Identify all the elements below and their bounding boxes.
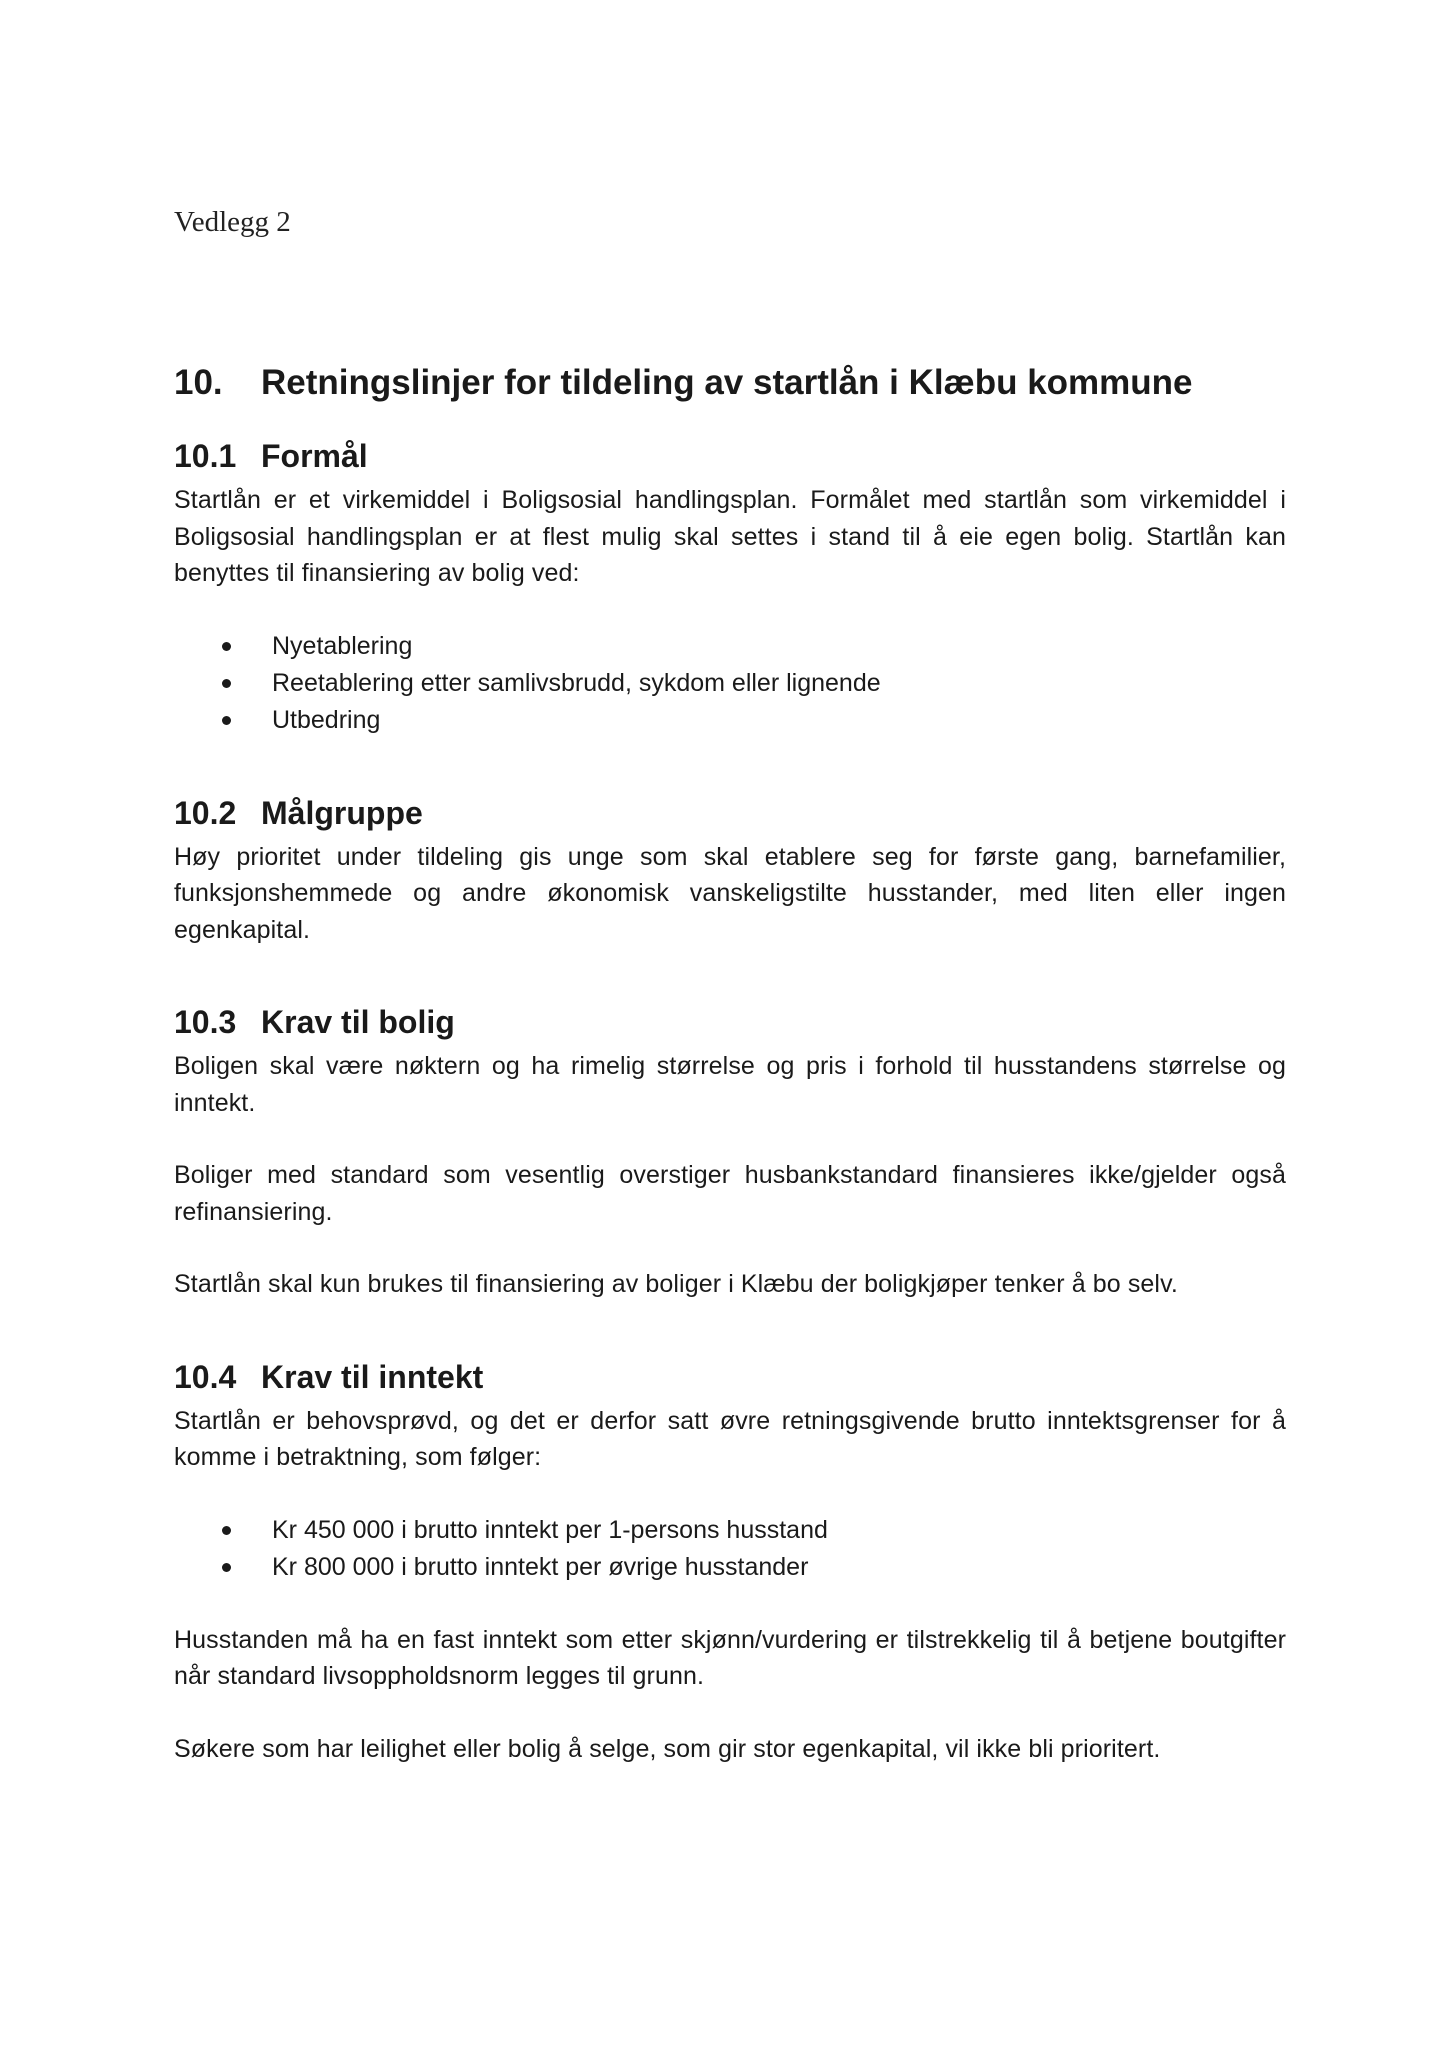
section-number: 10.3	[174, 1004, 237, 1040]
section-title: Krav til bolig	[261, 1004, 455, 1040]
bullet-icon	[222, 1512, 272, 1549]
list-item	[174, 628, 1286, 665]
document-content	[174, 360, 1286, 1803]
paragraph: Husstanden må ha en fast inntekt som etter skjønn/vurdering er tilstrekkelig til å betjene boutgifter når standard livsoppholdsnorm legges til grunn.	[174, 1625, 1286, 1690]
main-heading-title: Retningslinjer for tildeling av startlån i Klæbu kommune	[261, 363, 1193, 402]
list-item-text: Kr 450 000 i brutto inntekt per 1-persons husstand	[272, 1515, 828, 1544]
list-item	[174, 665, 1286, 702]
attachment-label: Vedlegg 2	[174, 206, 291, 238]
bullet-icon	[222, 628, 272, 665]
section-title: Krav til inntekt	[261, 1358, 484, 1395]
paragraph: Høy prioritet under tildeling gis unge som skal etablere seg for første gang, barnefamilier, funksjonshemmede og andre økonomisk vanskeligstilte husstander, med liten eller ingen egenkapital.	[174, 842, 1286, 944]
paragraph: Søkere som har leilighet eller bolig å selge, som gir stor egenkapital, vil ikke bli prioritert.	[174, 1734, 1161, 1763]
section-title: Formål	[261, 438, 368, 474]
list-item-text: Nyetablering	[272, 631, 413, 660]
section-malgruppe	[174, 791, 1286, 949]
section-number: 10.2	[174, 794, 237, 831]
main-heading	[174, 360, 1286, 406]
bullet-list	[174, 628, 1286, 739]
bullet-list	[174, 1512, 1286, 1586]
section-title: Målgruppe	[261, 794, 423, 831]
section-formal	[174, 434, 1286, 739]
main-heading-number: 10.	[174, 363, 223, 402]
paragraph: Startlån skal kun brukes til finansiering av boliger i Klæbu der boligkjøper tenker å bo selv.	[174, 1270, 1178, 1298]
section-number: 10.4	[174, 1358, 237, 1395]
section-heading	[174, 434, 1286, 478]
list-item-text: Kr 800 000 i brutto inntekt per øvrige husstander	[272, 1552, 809, 1581]
paragraph: Boligen skal være nøktern og ha rimelig størrelse og pris i forhold til husstandens størrelse og inntekt.	[174, 1052, 1286, 1117]
section-krav-til-bolig	[174, 1000, 1286, 1303]
list-item-text: Reetablering etter samlivsbrudd, sykdom eller lignende	[272, 668, 881, 697]
section-number: 10.1	[174, 438, 237, 474]
list-item	[174, 702, 1286, 739]
bullet-icon	[222, 702, 272, 739]
section-krav-til-inntekt	[174, 1355, 1286, 1768]
section-heading	[174, 791, 1286, 835]
bullet-icon	[222, 1549, 272, 1586]
section-intro: Startlån er behovsprøvd, og det er derfor satt øvre retningsgivende brutto inntektsgrenser for å komme i betraktning, som følger:	[174, 1406, 1286, 1471]
section-heading	[174, 1000, 1286, 1044]
list-item	[174, 1549, 1286, 1586]
bullet-icon	[222, 665, 272, 702]
paragraph: Boliger med standard som vesentlig overstiger husbankstandard finansieres ikke/gjelder også refinansiering.	[174, 1161, 1286, 1226]
list-item-text: Utbedring	[272, 705, 381, 734]
list-item	[174, 1512, 1286, 1549]
section-heading	[174, 1355, 1286, 1399]
section-intro: Startlån er et virkemiddel i Boligsosial handlingsplan. Formålet med startlån som virkemiddel i Boligsosial handlingsplan er at flest mulig skal settes i stand til å eie egen bolig. Startlån kan benyttes til finansiering av bolig ved:	[174, 486, 1286, 587]
